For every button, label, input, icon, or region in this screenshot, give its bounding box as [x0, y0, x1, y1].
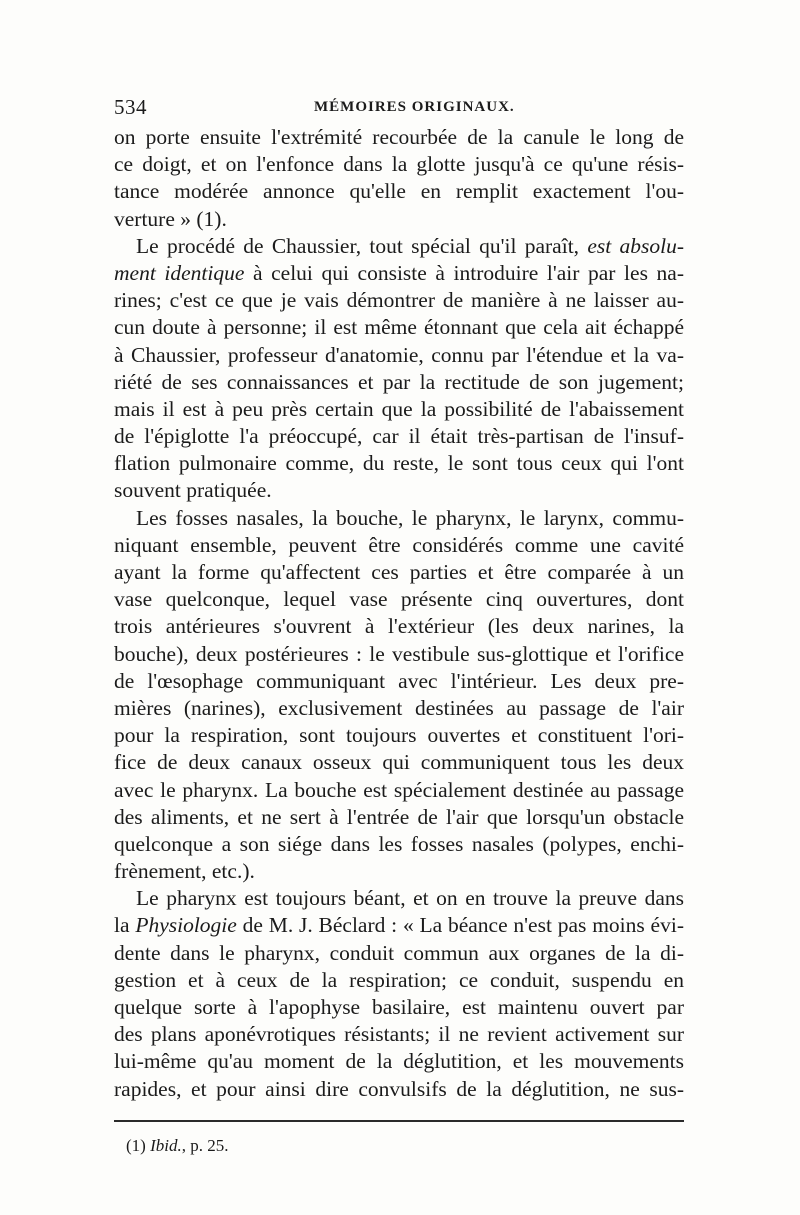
text-fragment: à celui qui consiste à introduire l'air par les na-	[244, 260, 684, 285]
text-line: ce doigt, et on l'enfonce dans la glotte jusqu'à ce qu'une résis-	[114, 152, 684, 177]
text-line: lui-même qu'au moment de la déglutition, et les mouvements	[114, 1049, 684, 1074]
footnote-page: , p. 25.	[181, 1136, 229, 1155]
text-line: à Chaussier, professeur d'anatomie, connu par l'étendue et la va-	[114, 342, 684, 367]
text-line: trois antérieures s'ouvrent à l'extérieur (les deux narines, la	[114, 614, 684, 639]
text-line: ayant la forme qu'affectent ces parties et être comparée à un	[114, 560, 684, 584]
text-fragment: la	[114, 913, 136, 938]
text-line: vase quelconque, lequel vase présente cinq ouvertures, dont	[114, 587, 684, 612]
text-line: fice de deux canaux osseux qui communiquent tous les deux	[114, 750, 684, 775]
body-text	[114, 124, 684, 1103]
text-line: mières (narines), exclusivement destinées au passage de l'air	[114, 695, 684, 720]
italic-fragment: ment identique	[114, 260, 245, 285]
paragraph-start-line: Le pharynx est toujours béant, et on en trouve la preuve dans	[136, 886, 684, 911]
text-line: quelconque a son siége dans les fosses nasales (polypes, enchi-	[114, 831, 684, 856]
text-line: gestion et à ceux de la respiration; ce conduit, suspendu en	[114, 967, 684, 992]
text-line: dente dans le pharynx, conduit commun aux organes de la di-	[114, 940, 684, 965]
text-line: des plans aponévrotiques résistants; il ne revient activement sur	[114, 1022, 684, 1047]
text-line: avec le pharynx. La bouche est spécialement destinée au passage	[114, 777, 684, 802]
text-line: quelque sorte à l'apophyse basilaire, est maintenu ouvert par	[114, 995, 684, 1019]
footnote	[126, 1136, 228, 1156]
text-line: riété de ses connaissances et par la rectitude de son jugement;	[114, 369, 684, 394]
page-header	[114, 95, 682, 123]
text-line	[114, 912, 684, 939]
text-line: on porte ensuite l'extrémité recourbée de la canule le long de	[114, 125, 684, 149]
text-line: niquant ensemble, peuvent être considérés comme une cavité	[114, 532, 684, 557]
paragraph-start-line: Les fosses nasales, la bouche, le pharynx, le larynx, commu-	[136, 505, 684, 530]
text-line: flation pulmonaire comme, du reste, le sont tous ceux qui l'ont	[114, 451, 684, 476]
footnote-reference: Ibid.	[150, 1136, 182, 1155]
text-line: de l'épiglotte l'a préoccupé, car il était très-partisan de l'insuf-	[114, 424, 684, 449]
footnote-rule	[114, 1120, 684, 1122]
text-line: mais il est à peu près certain que la possibilité de l'abaissement	[114, 396, 684, 421]
text-line	[114, 260, 684, 287]
page-number: 534	[114, 95, 147, 119]
italic-fragment: est absolu-	[587, 233, 684, 258]
text-line: des aliments, et ne sert à l'entrée de l'air que lorsqu'un obstacle	[114, 804, 684, 829]
text-line: souvent pratiquée.	[114, 478, 272, 503]
text-line: bouche), deux postérieures : le vestibule sus-glottique et l'orifice	[114, 641, 684, 666]
paragraph-start-line	[114, 233, 684, 260]
text-fragment: Le procédé de Chaussier, tout spécial qu'il paraît,	[136, 233, 588, 258]
text-line: rines; c'est ce que je vais démontrer de manière à ne laisser au-	[114, 288, 684, 313]
text-line: verture » (1).	[114, 206, 227, 231]
text-line: frènement, etc.).	[114, 859, 255, 884]
text-line: de l'œsophage communiquant avec l'intérieur. Les deux pre-	[114, 668, 684, 693]
text-fragment: de M. J. Béclard : « La béance n'est pas moins évi-	[236, 913, 684, 938]
text-line: tance modérée annonce qu'elle en remplit exactement l'ou-	[114, 179, 684, 204]
text-line: rapides, et pour ainsi dire convulsifs de la déglutition, ne sus-	[114, 1076, 684, 1101]
running-title: MÉMOIRES ORIGINAUX.	[314, 99, 515, 115]
text-line: cun doute à personne; il est même étonnant que cela ait échappé	[114, 315, 684, 340]
italic-fragment: Physiologie	[135, 913, 237, 938]
text-line: pour la respiration, sont toujours ouvertes et constituent l'ori-	[114, 723, 684, 748]
footnote-mark: (1)	[126, 1136, 151, 1155]
